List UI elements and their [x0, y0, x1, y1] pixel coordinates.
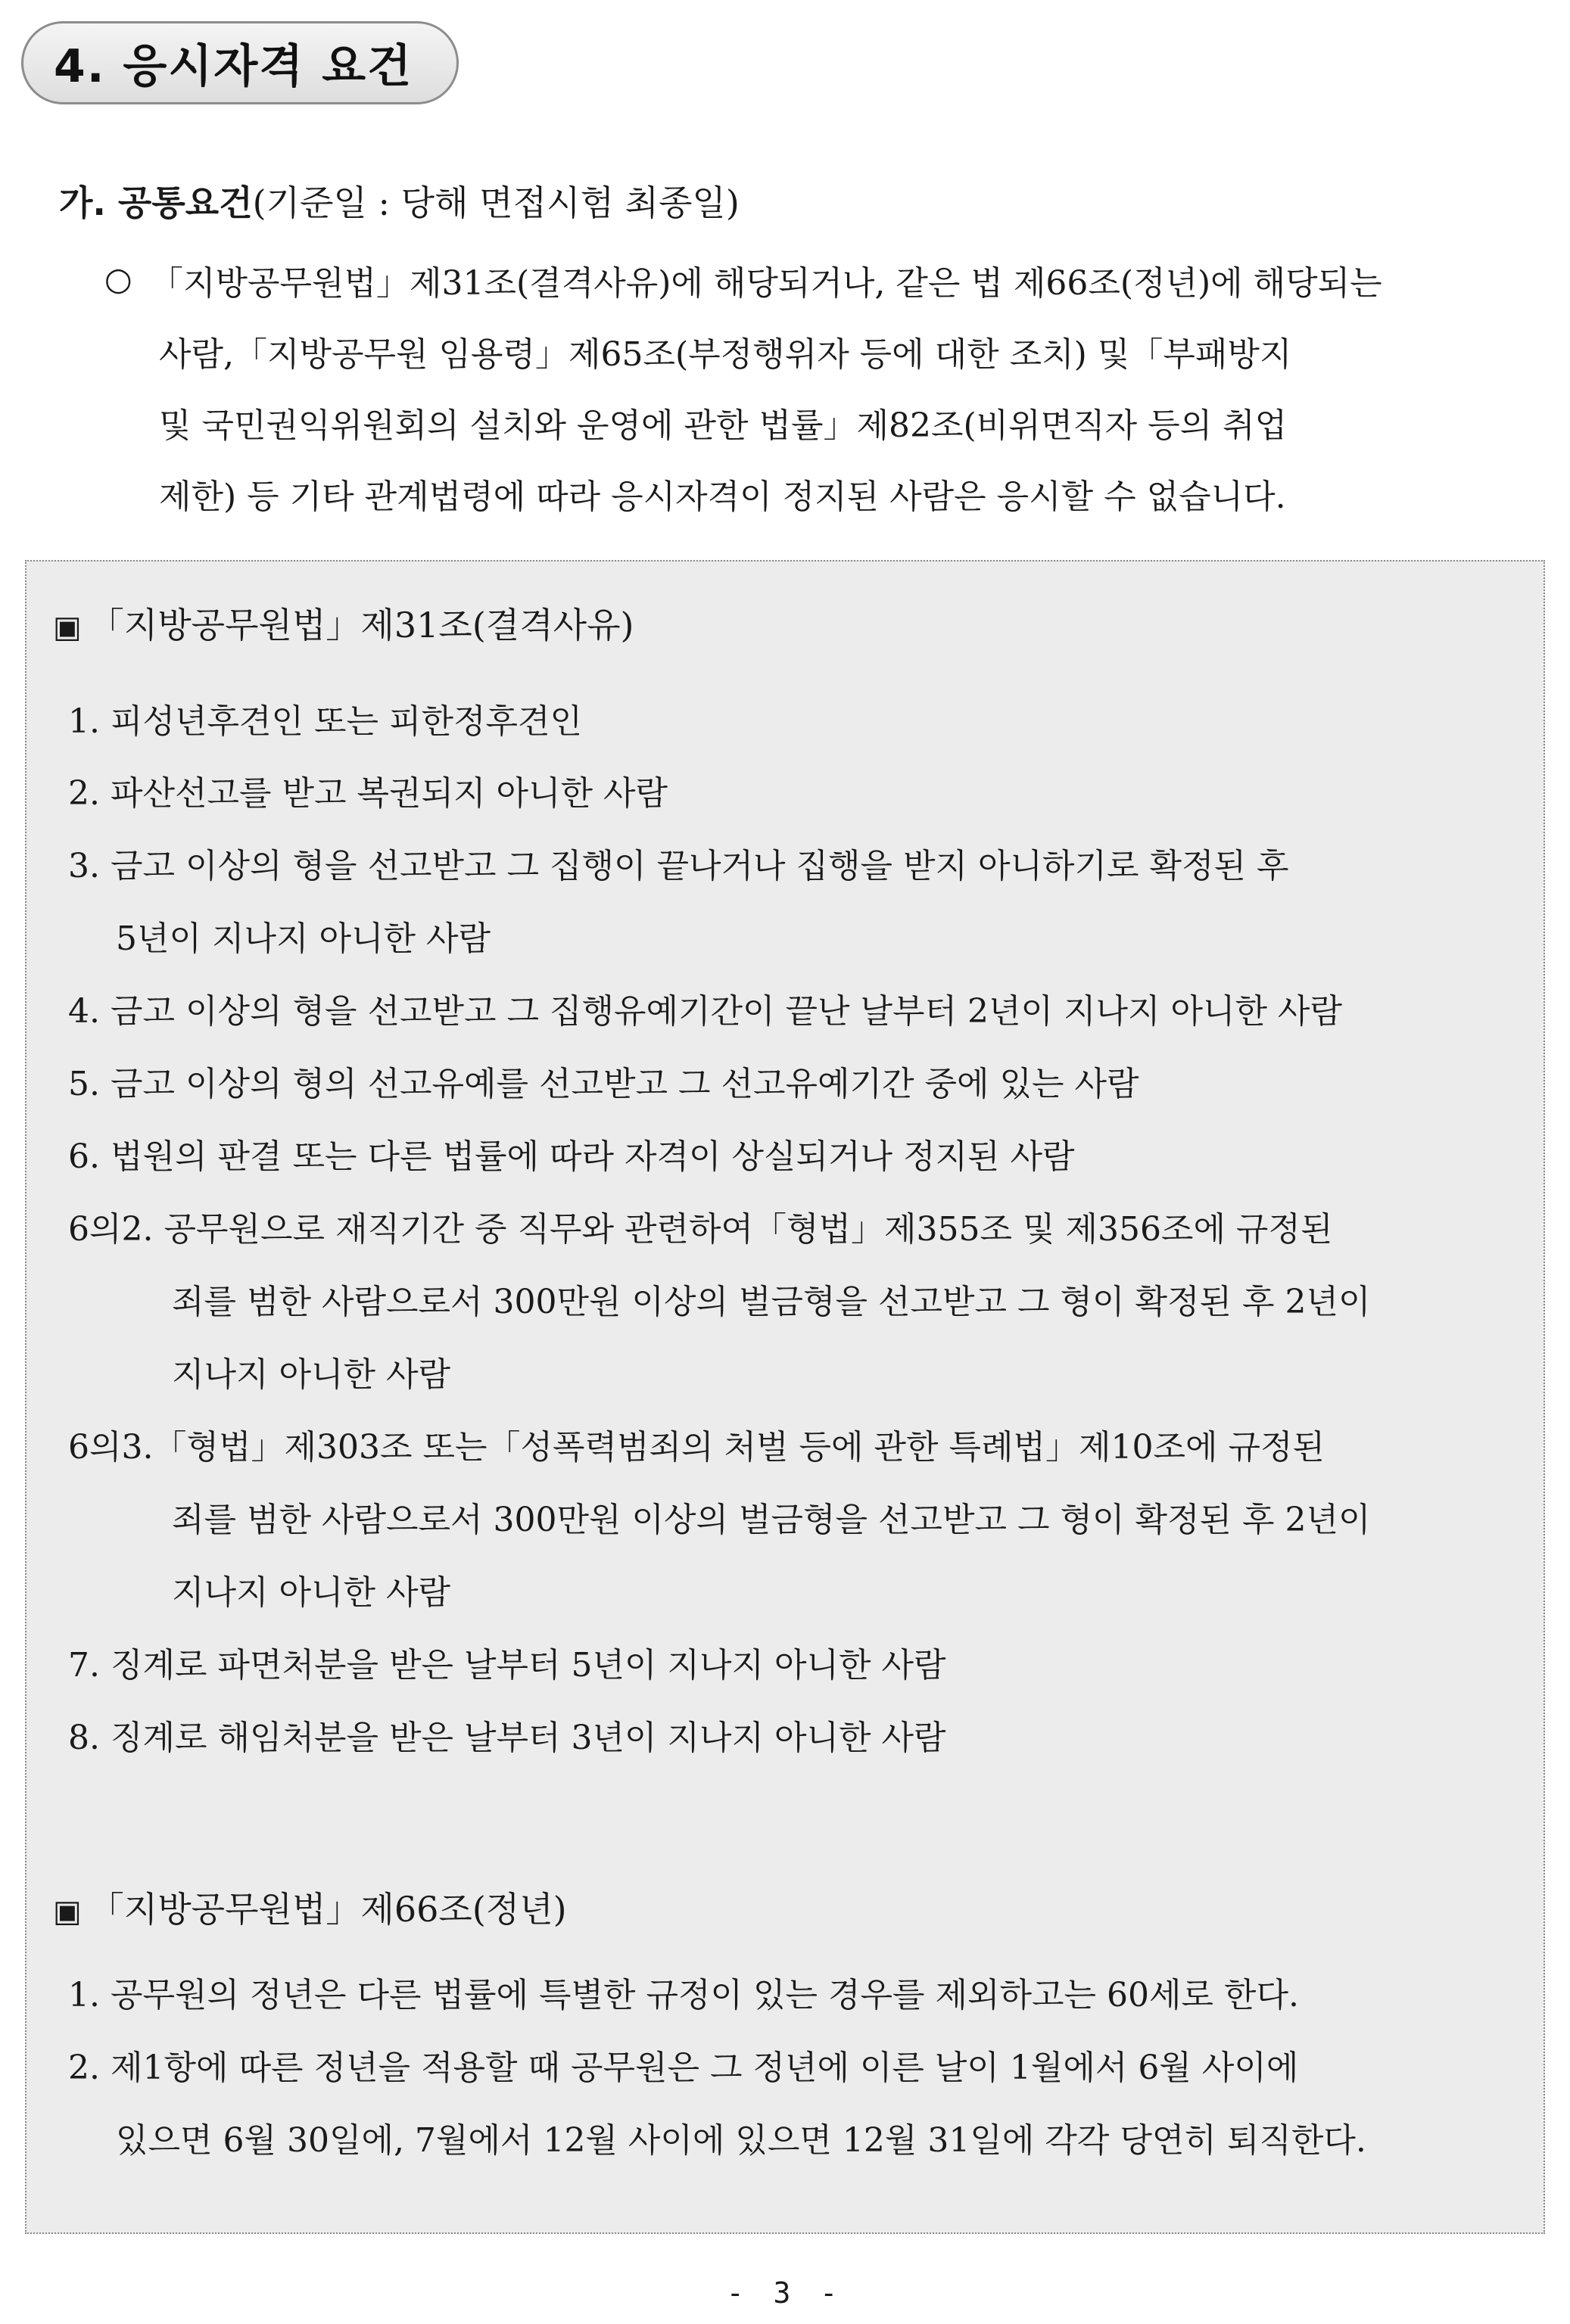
common-heading-label: 가. 공통요건 — [59, 182, 253, 223]
article-31-item-cont: 죄를 범한 사람으로서 300만원 이상의 벌금형을 선고받고 그 형이 확정된 후 2년이 — [172, 1501, 1371, 1539]
article-31-item: 2. 파산선고를 받고 복권되지 아니한 사람 — [68, 774, 668, 813]
article-31-item-cont: 죄를 범한 사람으로서 300만원 이상의 벌금형을 선고받고 그 형이 확정된 후 2년이 — [172, 1283, 1371, 1321]
square-bullet-icon: ▣ — [53, 1894, 82, 1929]
article-31-title-text: 「지방공무원법」제31조(결격사유) — [89, 605, 634, 646]
article-31-title — [53, 598, 634, 648]
article-66-title-text: 「지방공무원법」제66조(정년) — [89, 1889, 567, 1930]
common-req-line-3: 및 국민권익위원회의 설치와 운영에 관한 법률」제82조(비위면직자 등의 취업 — [159, 406, 1288, 445]
article-31-item-cont: 지나지 아니한 사람 — [172, 1355, 451, 1394]
common-heading-criteria: (기준일 : 당해 면접시험 최종일) — [252, 182, 740, 223]
article-31-item: 5. 금고 이상의 형의 선고유예를 선고받고 그 선고유예기간 중에 있는 사람 — [68, 1065, 1139, 1103]
article-31-item: 1. 피성년후견인 또는 피한정후견인 — [68, 702, 582, 741]
article-31-item-cont: 5년이 지나지 아니한 사람 — [116, 919, 491, 958]
article-66-item-cont: 있으면 6월 30일에, 7월에서 12월 사이에 있으면 12월 31일에 각각 당연히 퇴직한다. — [116, 2121, 1366, 2160]
article-31-item: 6. 법원의 판결 또는 다른 법률에 따라 자격이 상실되거나 정지된 사람 — [68, 1137, 1075, 1176]
square-bullet-icon: ▣ — [53, 610, 82, 645]
page-number: - 3 - — [726, 2276, 844, 2310]
article-31-item: 3. 금고 이상의 형을 선고받고 그 집행이 끝나거나 집행을 받지 아니하기로 확정된 후 — [68, 847, 1289, 885]
article-31-item-cont: 지나지 아니한 사람 — [172, 1573, 451, 1612]
section-title: 4. 응시자격 요건 — [54, 40, 413, 93]
common-req-line-4: 제한) 등 기타 관계법령에 따라 응시자격이 정지된 사람은 응시할 수 없습니다. — [159, 478, 1286, 516]
common-req-line-2: 사람,「지방공무원 임용령」제65조(부정행위자 등에 대한 조치) 및「부패방지 — [159, 335, 1292, 374]
article-31-item: 8. 징계로 해임처분을 받은 날부터 3년이 지나지 아니한 사람 — [68, 1719, 946, 1757]
section-title-badge — [21, 21, 459, 104]
article-31-item: 6의2. 공무원으로 재직기간 중 직무와 관련하여「형법」제355조 및 제356조에 규정된 — [68, 1210, 1333, 1249]
article-66-title — [53, 1882, 567, 1932]
circle-bullet-icon: ○ — [104, 260, 132, 297]
article-66-item: 1. 공무원의 정년은 다른 법률에 특별한 규정이 있는 경우를 제외하고는 60세로 한다. — [68, 1976, 1299, 2014]
article-31-item: 4. 금고 이상의 형을 선고받고 그 집행유예기간이 끝난 날부터 2년이 지나지 아니한 사람 — [68, 992, 1342, 1031]
common-req-line-1: 「지방공무원법」제31조(결격사유)에 해당되거나, 같은 법 제66조(정년)에 해당되는 — [150, 264, 1382, 303]
article-31-item: 6의3.「형법」제303조 또는「성폭력범죄의 처벌 등에 관한 특례법」제10조에 규정된 — [68, 1428, 1325, 1467]
article-31-item: 7. 징계로 파면처분을 받은 날부터 5년이 지나지 아니한 사람 — [68, 1646, 946, 1685]
article-66-item: 2. 제1항에 따른 정년을 적용할 때 공무원은 그 정년에 이른 날이 1월에서 6월 사이에 — [68, 2049, 1299, 2087]
common-requirements-heading — [59, 176, 740, 226]
law-excerpt-box — [25, 560, 1545, 2234]
